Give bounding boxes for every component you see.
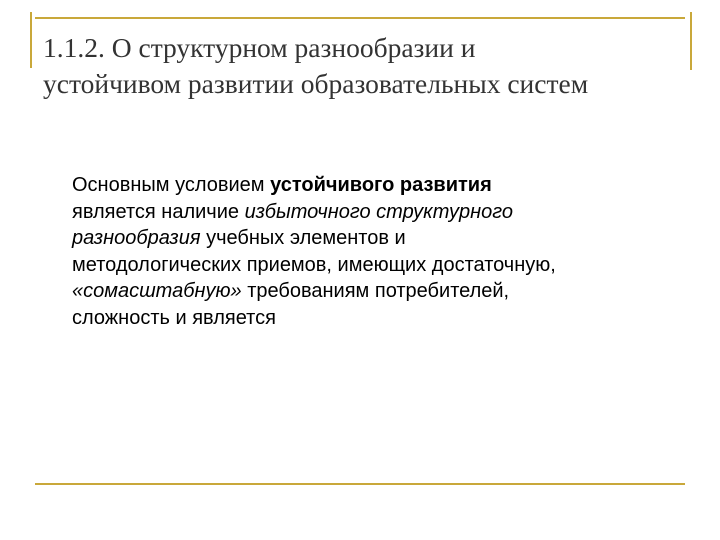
right-accent-line [690, 12, 692, 70]
left-accent-line [30, 12, 32, 68]
body-line-2 [72, 199, 692, 226]
body-line-3 [72, 225, 692, 252]
body-italic-term: «сомасштабную» [72, 280, 242, 302]
body-line-1 [72, 172, 692, 199]
top-divider-line [35, 17, 685, 19]
body-bold-term: устойчивого развития [270, 174, 492, 196]
slide-body-paragraph [72, 172, 692, 331]
body-italic-term: избыточного структурного [244, 200, 513, 223]
body-line-4: методологических приемов, имеющих достаточную, [72, 253, 556, 276]
body-text: Основным условием [72, 174, 271, 196]
body-text: учебных элементов и [200, 227, 406, 249]
slide-title-line-2: устойчивом развитии образовательных систем [43, 68, 589, 99]
bottom-divider-line [35, 483, 685, 485]
body-text: требованиям потребителей, [241, 280, 510, 302]
slide-title-line-1: 1.1.2. О структурном разнообразии и [43, 32, 476, 63]
slide-title [43, 30, 688, 102]
body-italic-term: разнообразия [72, 227, 201, 249]
body-line-6: сложность и является [72, 306, 276, 329]
body-line-5 [72, 278, 692, 305]
body-text: является наличие [72, 200, 245, 223]
